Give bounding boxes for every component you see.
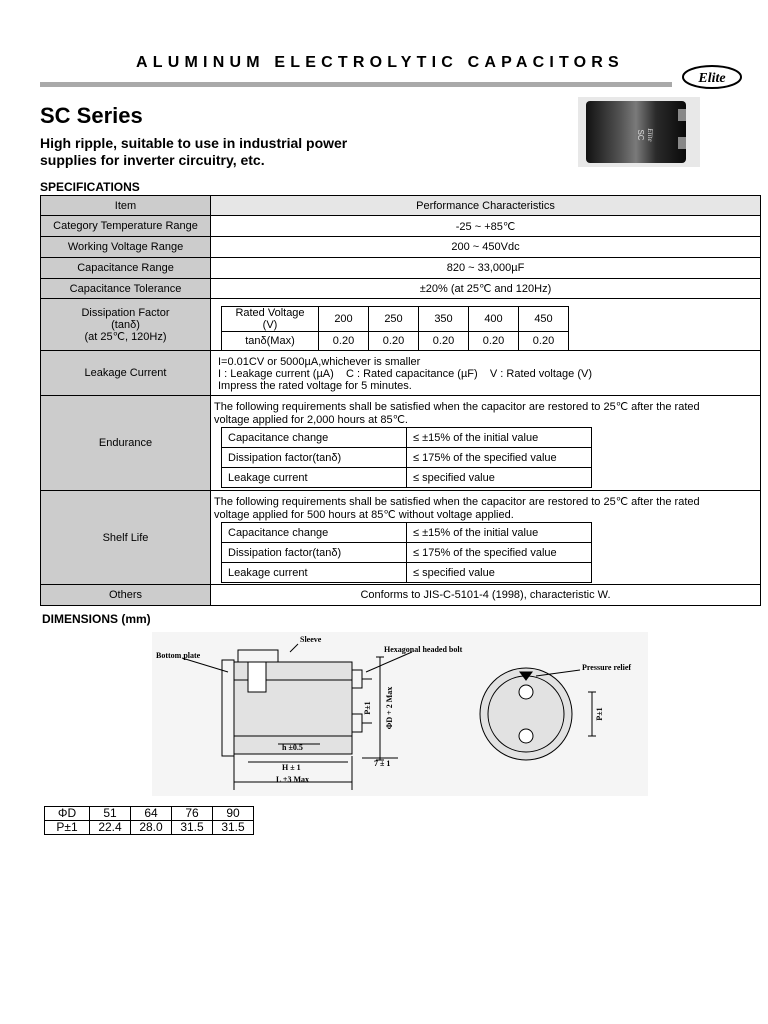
leakage-line-1: I=0.01CV or 5000µA,whichever is smaller xyxy=(218,356,421,368)
shelf-life-row xyxy=(222,563,592,583)
dimension-d-row xyxy=(45,807,254,821)
dissipation-value-label: tanδ(Max) xyxy=(222,332,319,351)
voltage-cell: 200 xyxy=(319,307,369,332)
dissipation-label-line-3: (at 25℃, 120Hz) xyxy=(84,330,167,343)
tan-delta-cell: 0.20 xyxy=(469,332,519,351)
label-h-small: h ±0.5 xyxy=(282,743,303,752)
row-label-endurance: Endurance xyxy=(40,395,211,491)
shelf-intro-line-2: voltage applied for 500 hours at 85℃ without voltage applied. xyxy=(214,509,514,521)
brand-logo xyxy=(681,64,743,90)
row-value-tolerance: ±20% (at 25℃ and 120Hz) xyxy=(210,278,761,299)
row-value-shelf-life xyxy=(210,490,761,585)
dissipation-header-label: Rated Voltage (V) xyxy=(222,307,319,332)
dimensions-heading: DIMENSIONS (mm) xyxy=(42,612,151,626)
row-value-capacitance: 820 ~ 33,000µF xyxy=(210,257,761,279)
dimension-p-row xyxy=(45,821,254,835)
dimension-d-header: ΦD xyxy=(45,807,90,821)
endurance-limit: ≤ ±15% of the initial value xyxy=(407,428,592,448)
row-label-temperature: Category Temperature Range xyxy=(40,215,211,237)
photo-label-2: Elite xyxy=(646,128,654,142)
label-sleeve: Sleeve xyxy=(300,635,322,644)
row-label-dissipation xyxy=(40,298,211,351)
endurance-row xyxy=(222,428,592,448)
shelf-life-row xyxy=(222,543,592,563)
shelf-life-table xyxy=(221,522,592,583)
label-p-side: P±1 xyxy=(363,701,372,715)
dimension-p-header: P±1 xyxy=(45,821,90,835)
dimension-p-cell: 31.5 xyxy=(213,821,254,835)
shelf-limit: ≤ 175% of the specified value xyxy=(407,543,592,563)
row-value-others: Conforms to JIS-C-5101-4 (1998), characteristic W. xyxy=(210,584,761,606)
dimension-d-cell: 90 xyxy=(213,807,254,821)
row-label-capacitance: Capacitance Range xyxy=(40,257,211,279)
row-label-tolerance: Capacitance Tolerance xyxy=(40,278,211,299)
voltage-cell: 250 xyxy=(369,307,419,332)
label-d-max: ΦD + 2 Max xyxy=(385,686,394,730)
dissipation-value-row xyxy=(222,332,569,351)
row-value-voltage: 200 ~ 450Vdc xyxy=(210,236,761,258)
dimension-d-cell: 51 xyxy=(90,807,131,821)
dimension-p-cell: 22.4 xyxy=(90,821,131,835)
shelf-life-row xyxy=(222,523,592,543)
dissipation-label-line-1: Dissipation Factor xyxy=(81,306,170,319)
row-value-dissipation xyxy=(210,298,761,351)
leakage-line-2: I : Leakage current (µA) C : Rated capacitance (µF) V : Rated voltage (V) xyxy=(218,368,592,380)
tan-delta-cell: 0.20 xyxy=(369,332,419,351)
endurance-intro-line-1: The following requirements shall be satisfied when the capacitor are restored to 25℃ after the rated xyxy=(214,401,700,413)
dimension-p-cell: 31.5 xyxy=(172,821,213,835)
tan-delta-cell: 0.20 xyxy=(319,332,369,351)
logo-text: Elite xyxy=(698,71,726,86)
description-line-2: supplies for inverter circuitry, etc. xyxy=(40,152,265,168)
shelf-param: Leakage current xyxy=(222,563,407,583)
shelf-limit: ≤ ±15% of the initial value xyxy=(407,523,592,543)
specifications-heading: SPECIFICATIONS xyxy=(40,180,140,194)
endurance-row xyxy=(222,448,592,468)
row-value-leakage xyxy=(210,350,761,396)
dimension-d-cell: 64 xyxy=(131,807,172,821)
capacitor-photo xyxy=(578,97,700,167)
shelf-param: Capacitance change xyxy=(222,523,407,543)
tan-delta-cell: 0.20 xyxy=(419,332,469,351)
label-l-max: L +3 Max xyxy=(276,775,310,784)
tan-delta-cell: 0.20 xyxy=(519,332,569,351)
label-bottom-plate: Bottom plate xyxy=(156,651,201,660)
dimension-drawing xyxy=(152,632,648,796)
voltage-cell: 450 xyxy=(519,307,569,332)
photo-label-1: SC xyxy=(636,129,645,141)
row-value-temperature: -25 ~ +85℃ xyxy=(210,215,761,237)
label-pressure-relief: Pressure relief xyxy=(582,663,632,672)
endurance-param: Capacitance change xyxy=(222,428,407,448)
col-header-performance: Performance Characteristics xyxy=(210,195,761,216)
shelf-param: Dissipation factor(tanδ) xyxy=(222,543,407,563)
title-divider xyxy=(40,82,672,87)
dissipation-voltage-row xyxy=(222,307,569,332)
endurance-limit: ≤ 175% of the specified value xyxy=(407,448,592,468)
label-p-top: P±1 xyxy=(595,707,604,721)
col-header-item: Item xyxy=(40,195,211,216)
endurance-param: Leakage current xyxy=(222,468,407,488)
leakage-line-3: Impress the rated voltage for 5 minutes. xyxy=(218,380,412,392)
endurance-intro-line-2: voltage applied for 2,000 hours at 85℃. xyxy=(214,414,408,426)
dimensions-table xyxy=(44,806,254,835)
dimension-d-cell: 76 xyxy=(172,807,213,821)
description-line-1: High ripple, suitable to use in industrial power xyxy=(40,135,348,151)
row-label-voltage: Working Voltage Range xyxy=(40,236,211,258)
label-h-big: H ± 1 xyxy=(282,763,301,772)
row-value-endurance xyxy=(210,395,761,491)
shelf-limit: ≤ specified value xyxy=(407,563,592,583)
row-label-shelf-life: Shelf Life xyxy=(40,490,211,585)
product-description xyxy=(40,135,420,169)
shelf-intro-line-1: The following requirements shall be satisfied when the capacitor are restored to 25℃ after the rated xyxy=(214,496,700,508)
row-label-others: Others xyxy=(40,584,211,606)
endurance-row xyxy=(222,468,592,488)
endurance-table xyxy=(221,427,592,488)
voltage-cell: 400 xyxy=(469,307,519,332)
dissipation-label-line-2: (tanδ) xyxy=(111,318,140,331)
voltage-cell: 350 xyxy=(419,307,469,332)
endurance-limit: ≤ specified value xyxy=(407,468,592,488)
dimension-p-cell: 28.0 xyxy=(131,821,172,835)
endurance-param: Dissipation factor(tanδ) xyxy=(222,448,407,468)
row-label-leakage: Leakage Current xyxy=(40,350,211,396)
page-title: ALUMINUM ELECTROLYTIC CAPACITORS xyxy=(136,54,624,71)
label-seven: 7 ± 1 xyxy=(374,759,391,768)
series-title: SC Series xyxy=(40,103,143,128)
label-hex-bolt: Hexagonal headed bolt xyxy=(384,645,463,654)
dissipation-table xyxy=(221,306,569,351)
